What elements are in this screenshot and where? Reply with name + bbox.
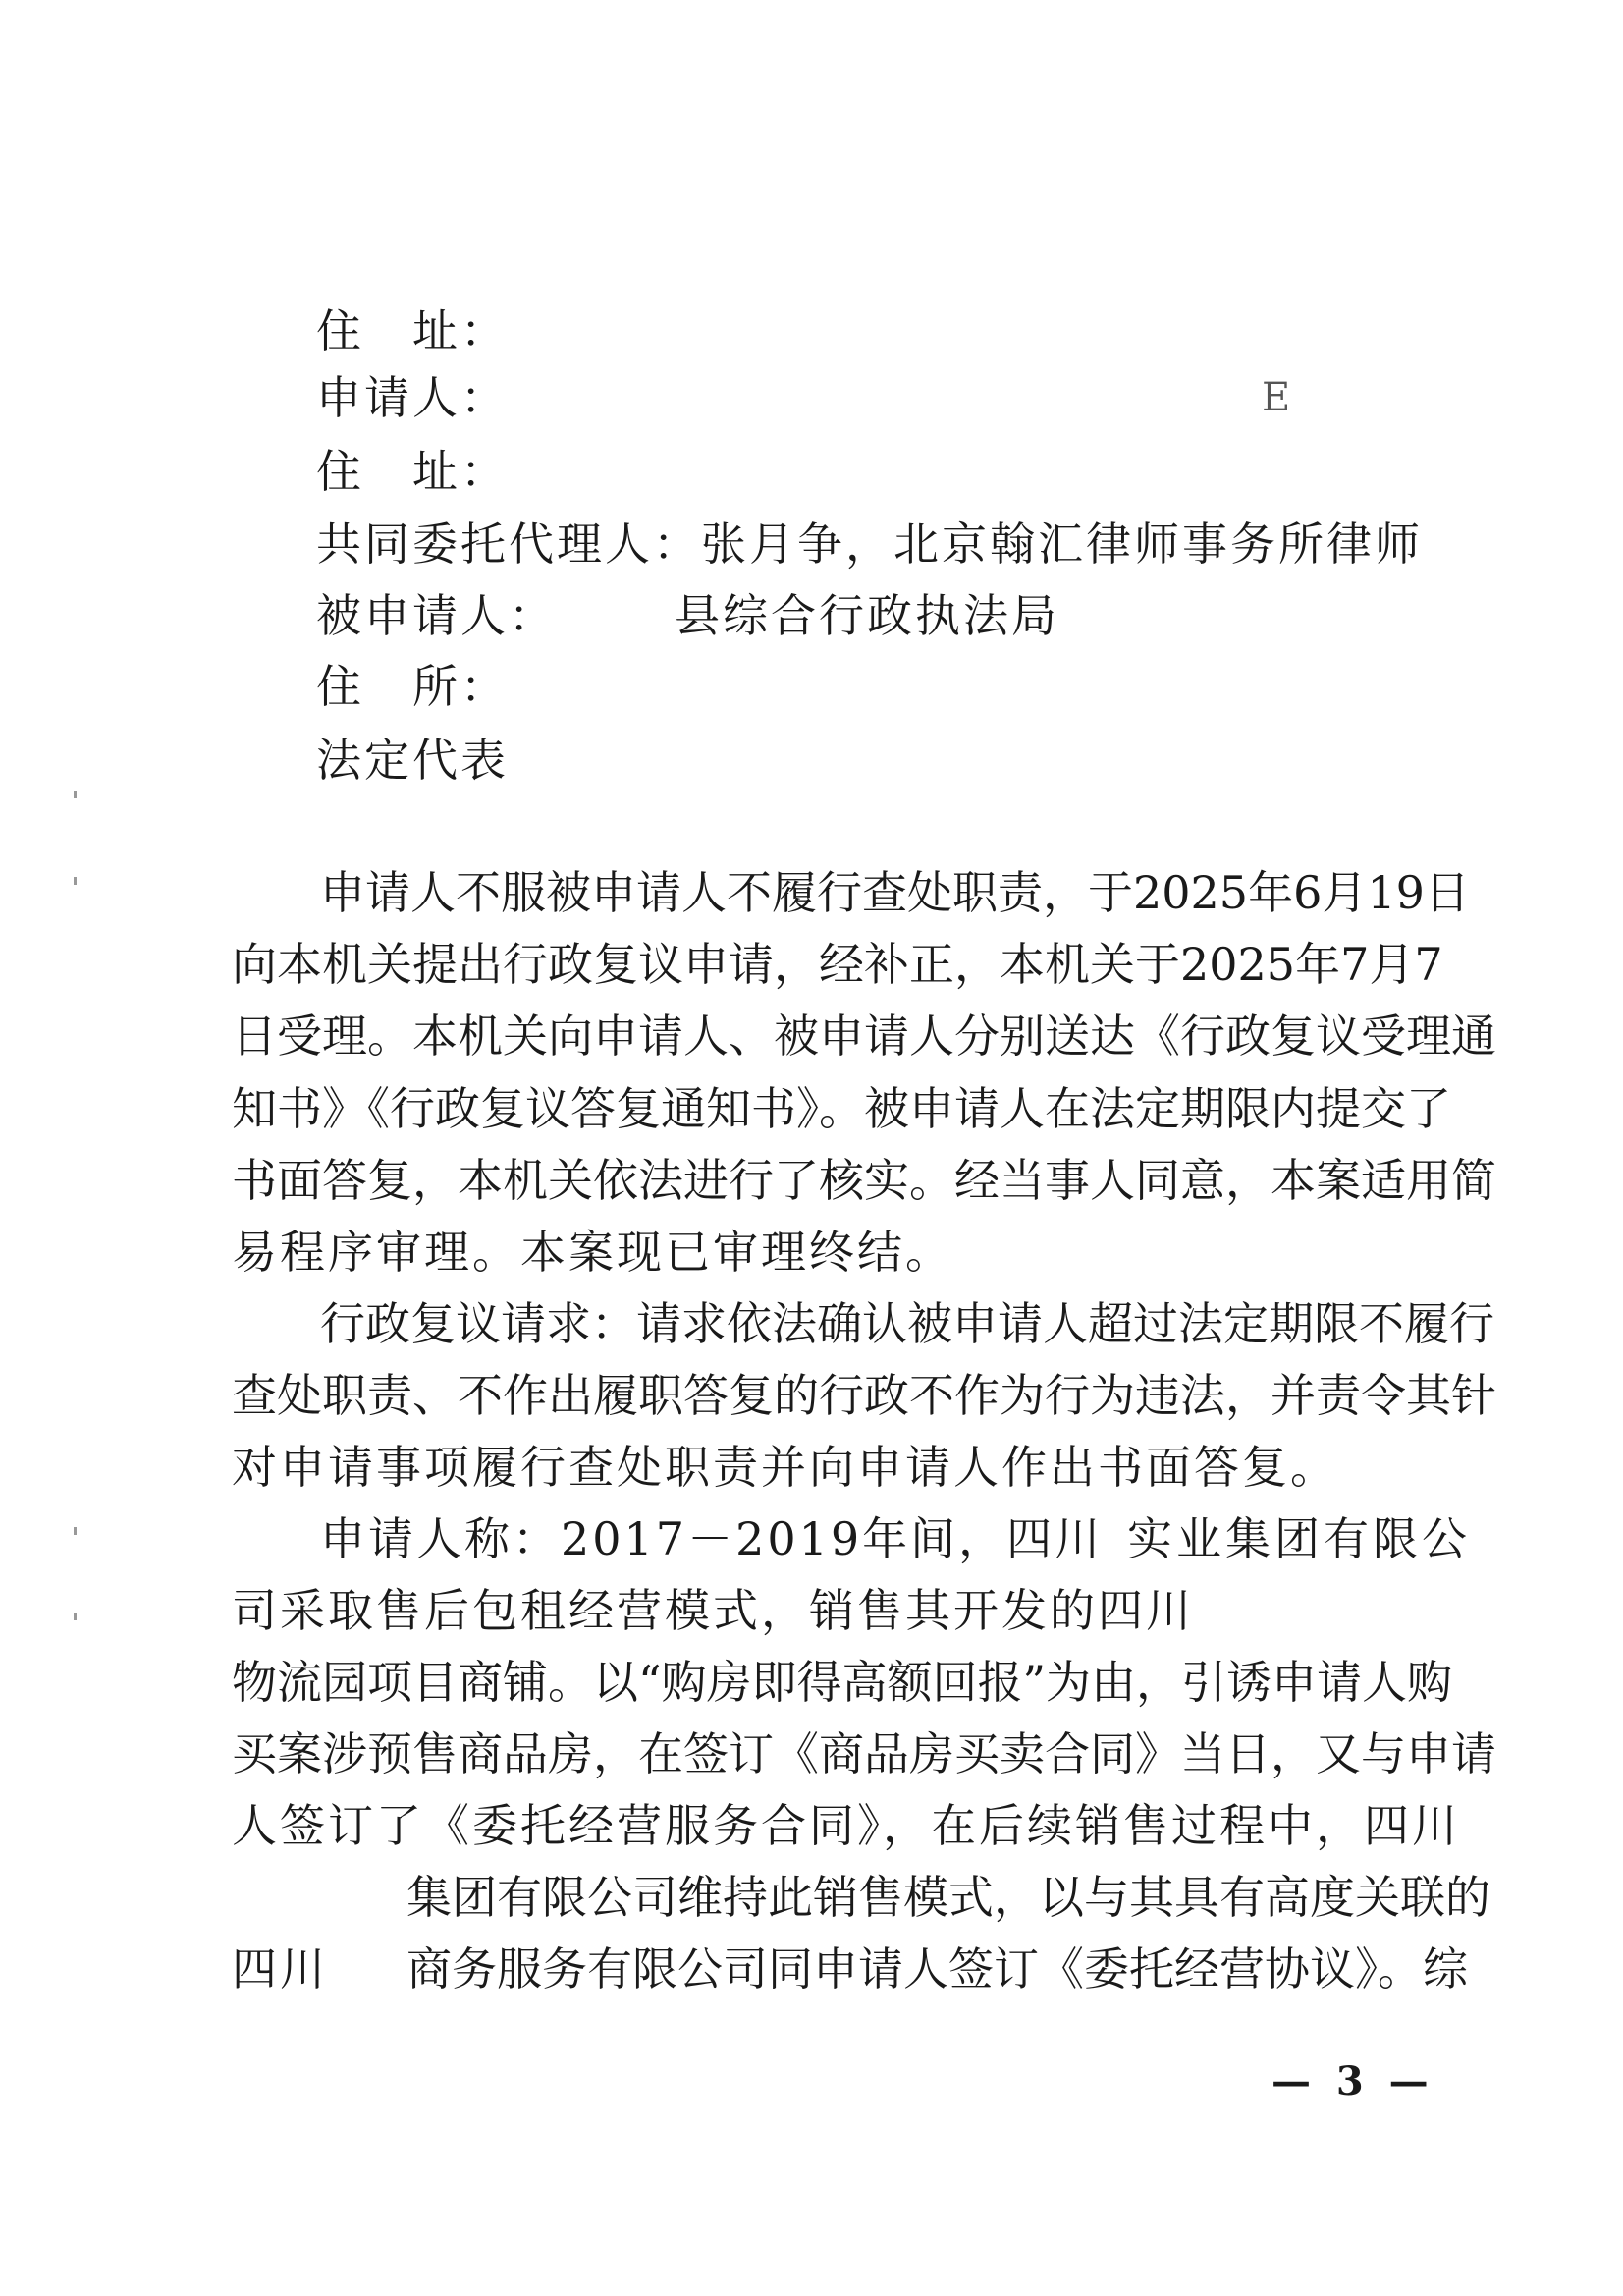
p1-line-1: 申请人不服被申请人不履行查处职责，于2025年6月19日	[320, 866, 1470, 919]
p1-line-3: 日受理。本机关向申请人、被申请人分别送达《行政复议受理通	[232, 1010, 1496, 1063]
p1-line-4: 知书》《行政复议答复通知书》。被申请人在法定期限内提交了	[232, 1082, 1451, 1135]
p1-line-5: 书面答复，本机关依法进行了核实。经当事人同意，本案适用简	[232, 1154, 1496, 1207]
p3-line-1-a: 申请人称：2017－2019年间，四川	[320, 1512, 1104, 1565]
address-line-1: 住 址：	[316, 304, 509, 357]
p3-line-7-a: 四川	[232, 1942, 328, 1995]
agent-line: 共同委托代理人：张月争，北京翰汇律师事务所律师	[316, 518, 1423, 571]
p2-line-2: 查处职责、不作出履职答复的行政不作为行为违法，并责令其针	[232, 1369, 1496, 1422]
page-number: — 3 —	[1271, 2058, 1434, 2105]
scan-speck	[74, 1527, 77, 1535]
p3-line-4: 买案涉预售商品房，在签订《商品房买卖合同》当日，又与申请	[232, 1727, 1496, 1780]
scan-speck	[74, 1613, 77, 1620]
p3-line-1-b: 实业集团有限公	[1127, 1512, 1471, 1565]
respondent-label: 被申请人：	[316, 589, 557, 642]
applicant-line: 申请人：	[316, 371, 509, 424]
respondent-line	[316, 587, 1519, 644]
respondent-value: 县综合行政执法局	[675, 589, 1059, 642]
p3-line-5: 人签订了《委托经营服务合同》，在后续销售过程中，四川	[232, 1799, 1460, 1852]
p3-line-2: 司采取售后包租经营模式，销售其开发的四川	[232, 1584, 1194, 1637]
scan-speck	[74, 877, 77, 885]
p2-line-1: 行政复议请求：请求依法确认被申请人超过法定期限不履行	[320, 1297, 1494, 1350]
p1-line-6: 易程序审理。本案现已审理终结。	[232, 1226, 953, 1279]
redaction-fragment: E	[1262, 375, 1291, 420]
legal-rep-line: 法定代表	[316, 734, 509, 787]
p3-line-7-b: 商务服务有限公司同申请人签订《委托经营协议》。综	[406, 1942, 1468, 1995]
p1-line-2: 向本机关提出行政复议申请，经补正，本机关于2025年7月7	[232, 938, 1443, 991]
p2-line-3: 对申请事项履行查处职责并向申请人作出书面答复。	[232, 1441, 1338, 1494]
p3-line-6: 集团有限公司维持此销售模式，以与其具有高度关联的	[406, 1871, 1490, 1924]
p3-line-3: 物流园项目商铺。以“购房即得高额回报”为由，引诱申请人购	[232, 1656, 1453, 1709]
scan-speck	[74, 791, 77, 798]
address-line-2: 住 址：	[316, 445, 509, 498]
residence-line: 住 所：	[316, 660, 509, 713]
